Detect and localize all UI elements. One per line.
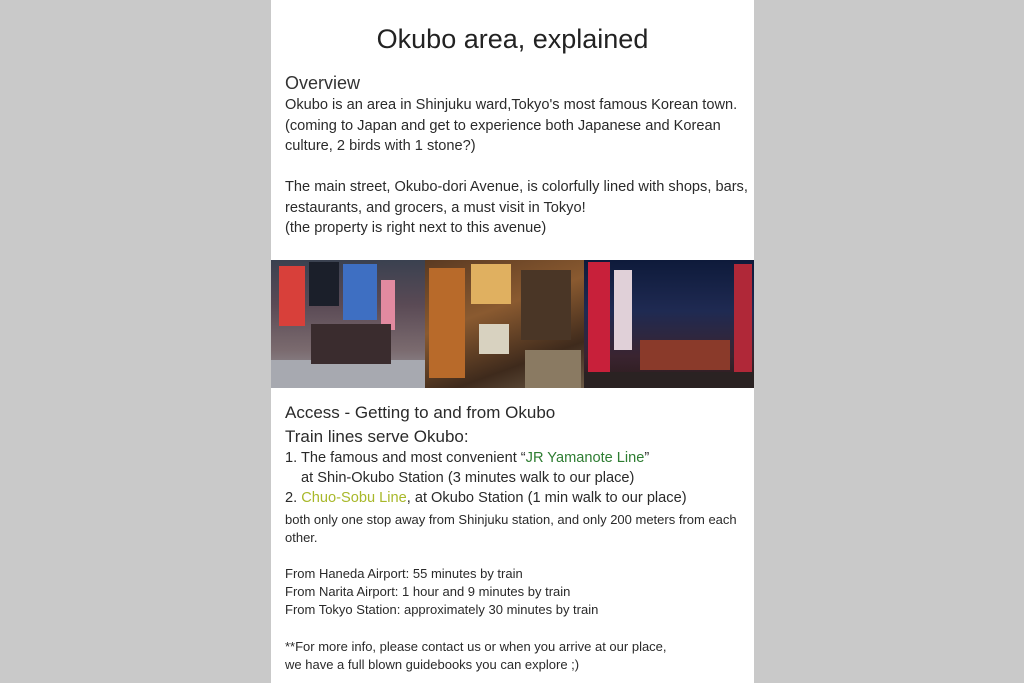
tokyo-station-time: From Tokyo Station: approximately 30 minutes by train	[285, 602, 599, 617]
street-crossing-photo	[271, 260, 425, 388]
document-page	[271, 0, 754, 683]
more-info-line-1: **For more info, please contact us or when you arrive at our place,	[285, 639, 667, 654]
shopping-alley-photo	[425, 260, 584, 388]
overview-paragraph-2-line-1: The main street, Okubo-dori Avenue, is colorfully lined with shops, bars, restaurants, and grocers, a must visit in Tokyo!	[285, 179, 748, 216]
photo-strip	[271, 260, 754, 388]
train-lines-heading: Train lines serve Okubo:	[285, 427, 469, 446]
train-line-item-2	[285, 490, 687, 506]
item-2-suffix: , at Okubo Station (1 min walk to our place)	[406, 490, 687, 506]
item-2-prefix: 2.	[285, 490, 302, 506]
overview-heading: Overview	[285, 73, 361, 93]
item-1-suffix: ”	[644, 450, 650, 466]
train-line-item-1	[285, 450, 649, 466]
more-info-line-2: we have a full blown guidebooks you can explore ;)	[285, 657, 580, 672]
overview-paragraph-2-line-2: (the property is right next to this avenue)	[285, 220, 547, 236]
both-stations-note: both only one stop away from Shinjuku station, and only 200 meters from each other.	[285, 512, 737, 545]
item-1-prefix: 1. The famous and most convenient “	[285, 450, 526, 466]
yamanote-line-name: JR Yamanote Line	[525, 450, 645, 466]
haneda-time: From Haneda Airport: 55 minutes by train	[285, 566, 523, 581]
night-street-photo	[584, 260, 754, 388]
overview-paragraph-2	[285, 177, 751, 239]
access-heading: Access - Getting to and from Okubo	[285, 403, 556, 422]
page-title: Okubo area, explained	[376, 24, 649, 54]
narita-time: From Narita Airport: 1 hour and 9 minutes by train	[285, 584, 571, 599]
chuo-sobu-line-name: Chuo-Sobu Line	[301, 490, 407, 506]
overview-paragraph-1: Okubo is an area in Shinjuku ward,Tokyo's most famous Korean town. (coming to Japan and get to experience both Japanese and Korean culture, 2 birds with 1 stone?)	[285, 97, 738, 154]
shin-okubo-station-note: at Shin-Okubo Station (3 minutes walk to our place)	[301, 470, 635, 486]
